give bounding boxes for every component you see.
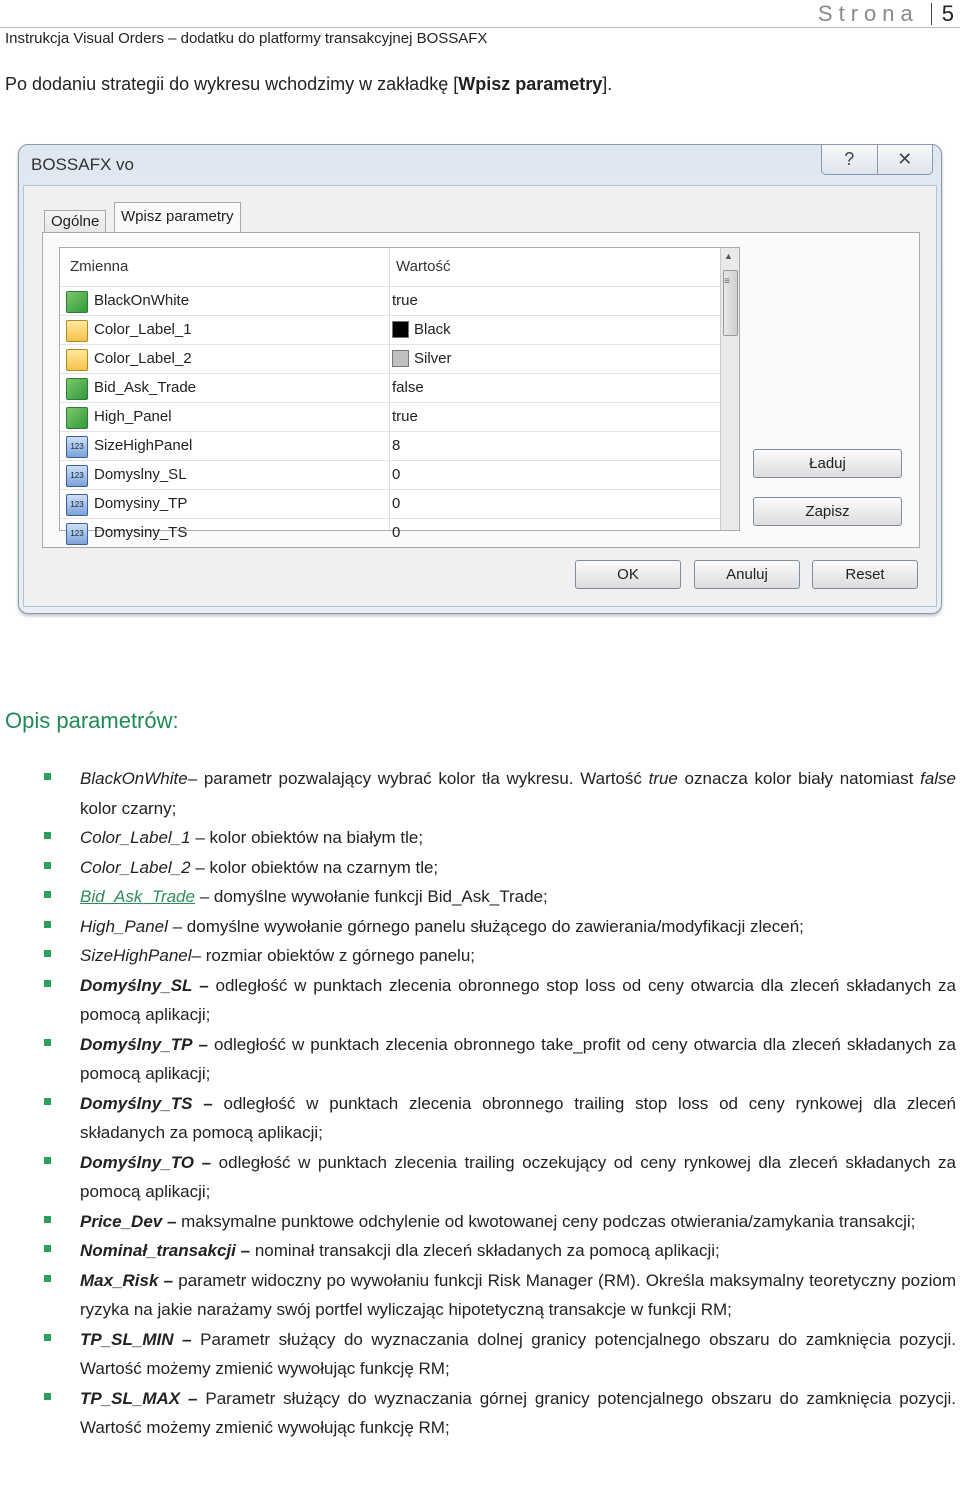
ok-button[interactable]: OK [575, 560, 681, 589]
list-item: TP_SL_MIN – Parametr służący do wyznaczania dolnej granicy potencjalnego obszaru do zamknięcia pozycji. Wartość możemy zmienić wywołując funkcję RM; [42, 1325, 956, 1384]
page-header-number [818, 0, 954, 28]
row-name: Domyslny_SL [94, 466, 187, 483]
list-item: Max_Risk – parametr widoczny po wywołaniu funkcji Risk Manager (RM). Określa maksymalny teoretyczny poziom ryzyka na jakie narażamy swój portfel wyliczając hipotetyczną transakcje w funkcji RM; [42, 1266, 956, 1325]
vertical-scrollbar[interactable] [720, 248, 739, 530]
list-item: Price_Dev – maksymalne punktowe odchylenie od kwotowanej ceny podczas otwierania/zamykania transakcji; [42, 1207, 956, 1237]
column-header-value[interactable]: Wartość [396, 258, 451, 275]
intro-paragraph [5, 74, 612, 95]
list-item: Domyślny_TP – odległość w punktach zlecenia obronnego take_profit od ceny otwarcia dla zleceń składanych za pomocą aplikacji; [42, 1030, 956, 1089]
row-name: Domysiny_TP [94, 495, 188, 512]
tab-wpisz-parametry[interactable]: Wpisz parametry [114, 202, 241, 234]
column-header-variable[interactable]: Zmienna [70, 258, 129, 275]
page-number: 5 [941, 1, 954, 26]
close-icon[interactable]: ✕ [878, 145, 934, 175]
section-heading: Opis parametrów: [5, 708, 179, 733]
num-icon: 123 [66, 436, 88, 458]
parameter-list [42, 764, 956, 1443]
row-value[interactable]: true [392, 408, 418, 425]
list-item: Color_Label_1 – kolor obiektów na białym tle; [42, 823, 956, 853]
row-value[interactable]: Silver [392, 350, 452, 367]
grid-row[interactable] [60, 431, 720, 461]
reset-button[interactable]: Reset [812, 560, 918, 589]
list-item: Bid_Ask_Trade – domyślne wywołanie funkcji Bid_Ask_Trade; [42, 882, 956, 912]
list-item: Color_Label_2 – kolor obiektów na czarnym tle; [42, 853, 956, 883]
grid-row[interactable] [60, 344, 720, 374]
tab-panel [42, 232, 920, 548]
window-controls [821, 145, 933, 175]
header-rule [0, 27, 960, 28]
bool-icon [66, 291, 88, 313]
cancel-button[interactable]: Anuluj [694, 560, 800, 589]
bool-icon [66, 378, 88, 400]
dialog-title: BOSSAFX vo [31, 155, 134, 174]
num-icon: 123 [66, 465, 88, 487]
list-item: BlackOnWhite– parametr pozwalający wybrać kolor tła wykresu. Wartość true oznacza kolor biały natomiast false kolor czarny; [42, 764, 956, 823]
dialog-body [23, 185, 937, 607]
list-item: Domyślny_TS – odległość w punktach zlecenia obronnego trailing stop loss od ceny rynkowej dla zleceń składanych za pomocą aplikacji; [42, 1089, 956, 1148]
row-name: Color_Label_1 [94, 321, 192, 338]
row-name: Domysiny_TS [94, 524, 188, 541]
bool-icon [66, 407, 88, 429]
row-value[interactable]: Black [392, 321, 451, 338]
page-word: Strona [817, 1, 919, 26]
grid-row[interactable] [60, 489, 720, 519]
grid-row[interactable] [60, 315, 720, 345]
row-value[interactable]: 0 [392, 524, 401, 541]
parameters-grid [59, 247, 740, 541]
load-button[interactable]: Ładuj [753, 449, 902, 478]
row-name: SizeHighPanel [94, 437, 193, 454]
grid-row[interactable] [60, 286, 720, 316]
header-divider [931, 3, 932, 25]
row-name: High_Panel [94, 408, 172, 425]
list-item: High_Panel – domyślne wywołanie górnego panelu służącego do zawierania/modyfikacji zleceń; [42, 912, 956, 942]
row-name: Color_Label_2 [94, 350, 192, 367]
help-icon[interactable]: ? [821, 145, 878, 175]
row-value[interactable]: false [392, 379, 424, 396]
color-icon [66, 349, 88, 371]
num-icon: 123 [66, 523, 88, 545]
row-name: BlackOnWhite [94, 292, 190, 309]
grid-row[interactable] [60, 460, 720, 490]
grid-header [60, 248, 720, 286]
bossafx-dialog [18, 144, 942, 614]
row-name: Bid_Ask_Trade [94, 379, 196, 396]
list-item: TP_SL_MAX – Parametr służący do wyznaczania górnej granicy potencjalnego obszaru do zamknięcia pozycji. Wartość możemy zmienić wywołując funkcję RM; [42, 1384, 956, 1443]
intro-text-before: Po dodaniu strategii do wykresu wchodzimy w zakładkę [ [5, 74, 459, 94]
intro-bold: Wpisz parametry [458, 74, 603, 94]
color-swatch [392, 321, 409, 338]
list-item: SizeHighPanel– rozmiar obiektów z górnego panelu; [42, 941, 956, 971]
save-button[interactable]: Zapisz [753, 497, 902, 526]
grid-row[interactable] [60, 518, 720, 548]
list-item: Nominał_transakcji – nominał transakcji dla zleceń składanych za pomocą aplikacji; [42, 1236, 956, 1266]
row-value[interactable]: true [392, 292, 418, 309]
intro-text-after: ]. [602, 74, 613, 94]
grip-icon: ≡ [724, 276, 730, 287]
color-icon [66, 320, 88, 342]
row-value[interactable]: 0 [392, 466, 401, 483]
list-item: Domyślny_TO – odległość w punktach zlecenia trailing oczekujący od ceny rynkowej dla zleceń składanych za pomocą aplikacji; [42, 1148, 956, 1207]
tab-ogolne[interactable]: Ogólne [44, 210, 106, 233]
grid-row[interactable] [60, 402, 720, 432]
bid-ask-trade-link[interactable]: Bid_Ask_Trade [80, 887, 195, 906]
num-icon: 123 [66, 494, 88, 516]
document-title: Instrukcja Visual Orders – dodatku do platformy transakcyjnej BOSSAFX [5, 30, 488, 47]
row-value[interactable]: 0 [392, 495, 401, 512]
grid-row[interactable] [60, 373, 720, 403]
row-value[interactable]: 8 [392, 437, 401, 454]
list-item: Domyślny_SL – odległość w punktach zlecenia obronnego stop loss od ceny otwarcia dla zleceń składanych za pomocą aplikacji; [42, 971, 956, 1030]
scroll-up-icon[interactable]: ▲ [724, 251, 733, 261]
color-swatch [392, 350, 409, 367]
